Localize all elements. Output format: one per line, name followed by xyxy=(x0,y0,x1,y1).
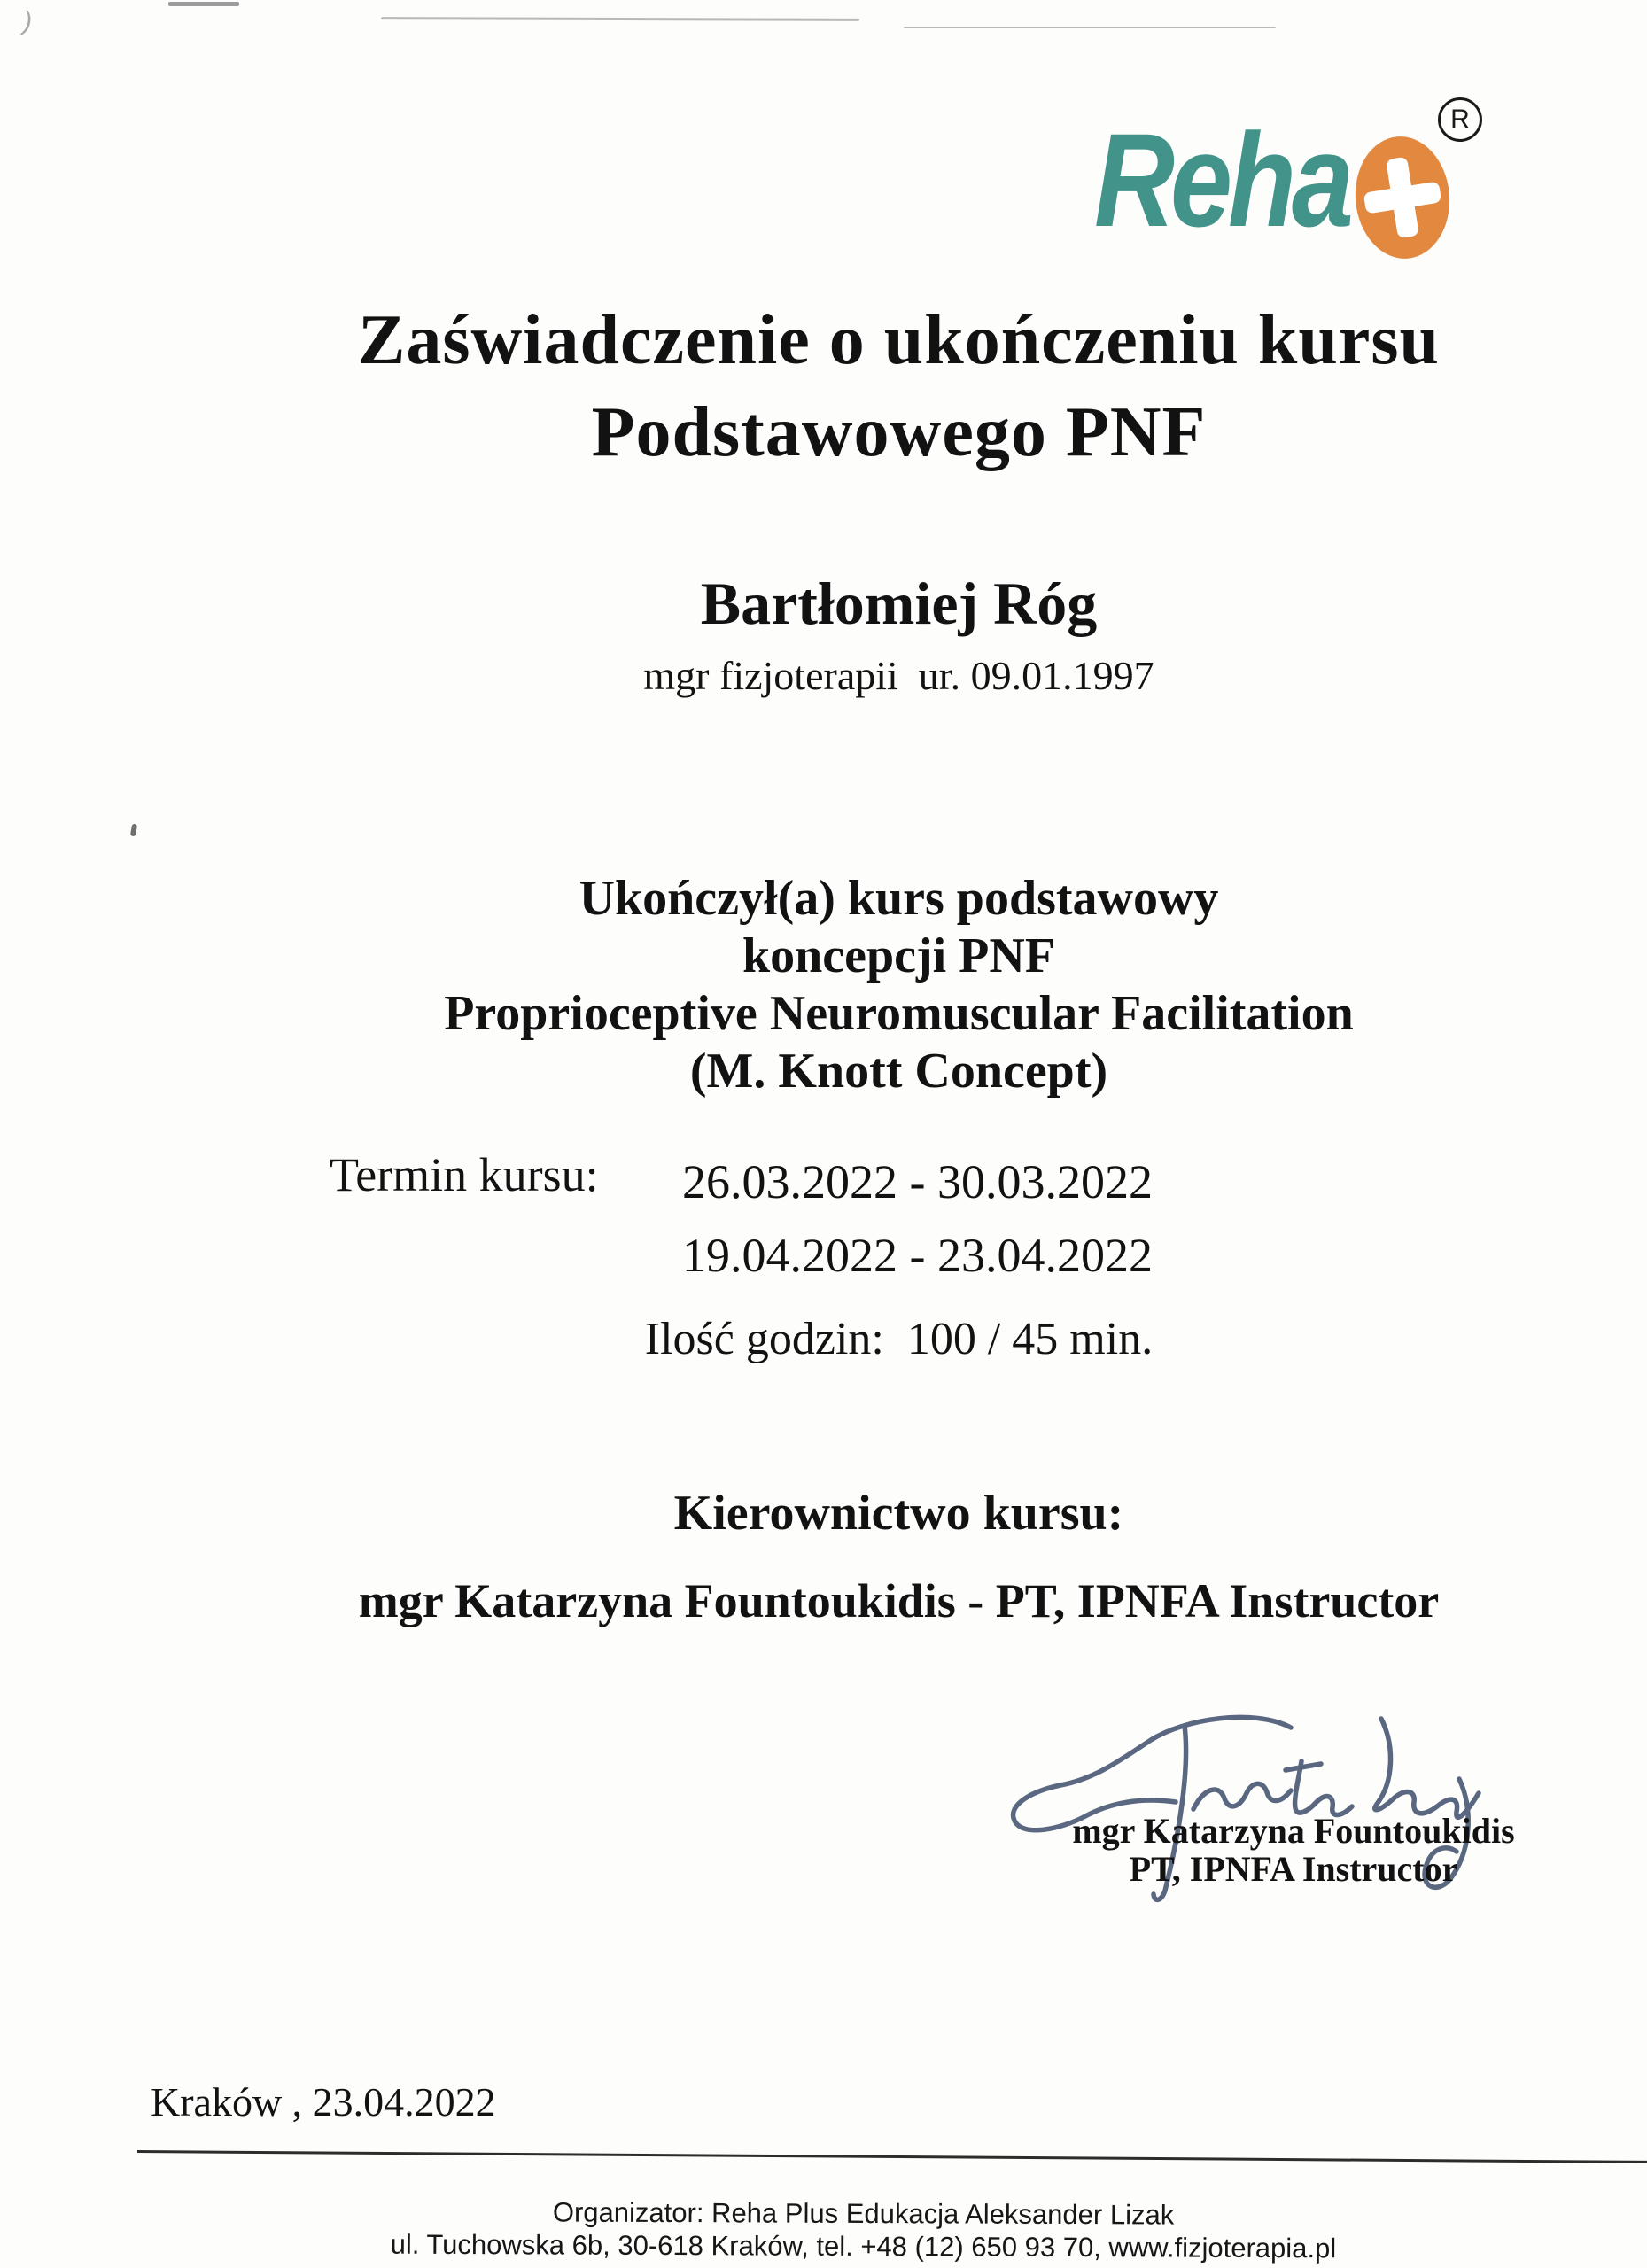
instructor-line: mgr Katarzyna Fountoukidis - PT, IPNFA Instructor xyxy=(358,1574,1440,1627)
rehaplus-logo xyxy=(1094,97,1502,275)
plus-icon xyxy=(1350,133,1455,263)
course-line4: (M. Knott Concept) xyxy=(689,1043,1108,1099)
organizer-line2: ul. Tuchowska 6b, 30-618 Kraków, tel. +48 (12) 650 93 70, www.fizjoterapia.pl xyxy=(390,2228,1337,2264)
course-description xyxy=(151,870,1647,1100)
management-heading: Kierownictwo kursu: xyxy=(673,1486,1124,1541)
signature-label xyxy=(1045,1813,1542,1889)
scan-artifact xyxy=(130,824,137,837)
issue-place-date: Kraków , 23.04.2022 xyxy=(151,2079,496,2124)
course-dates xyxy=(682,1146,1153,1293)
organizer-footer xyxy=(80,2194,1647,2266)
logo-wordmark: Reha xyxy=(1094,105,1349,254)
scan-artifact: ) xyxy=(19,6,35,37)
signature-name: mgr Katarzyna Fountoukidis xyxy=(1072,1811,1515,1851)
certificate-title-line1: Zaświadczenie o ukończeniu kursu xyxy=(357,301,1441,379)
participant-details: mgr fizjoterapii ur. 09.01.1997 xyxy=(643,653,1154,698)
course-date-range-1: 26.03.2022 - 30.03.2022 xyxy=(682,1155,1153,1208)
signature-title: PT, IPNFA Instructor xyxy=(1129,1848,1458,1889)
scan-artifact xyxy=(904,27,1276,28)
course-date-range-2: 19.04.2022 - 23.04.2022 xyxy=(682,1229,1153,1283)
scan-artifact xyxy=(168,2,239,6)
participant-name: Bartłomiej Róg xyxy=(700,570,1098,637)
certificate-title-line2: Podstawowego PNF xyxy=(591,393,1207,471)
scan-artifact xyxy=(381,17,859,21)
certificate-title xyxy=(151,294,1647,478)
course-hours: Ilość godzin: 100 / 45 min. xyxy=(644,1314,1154,1364)
registered-trademark-icon: R xyxy=(1438,97,1482,142)
course-dates-label: Termin kursu: xyxy=(330,1148,599,1201)
organizer-line1: Organizator: Reha Plus Edukacja Aleksander Lizak xyxy=(552,2196,1175,2231)
course-line3: Proprioceptive Neuromuscular Facilitation xyxy=(444,985,1354,1041)
course-line2: koncepcji PNF xyxy=(742,928,1056,983)
footer-divider xyxy=(137,2150,1647,2163)
course-line1: Ukończył(a) kurs podstawowy xyxy=(579,871,1219,926)
